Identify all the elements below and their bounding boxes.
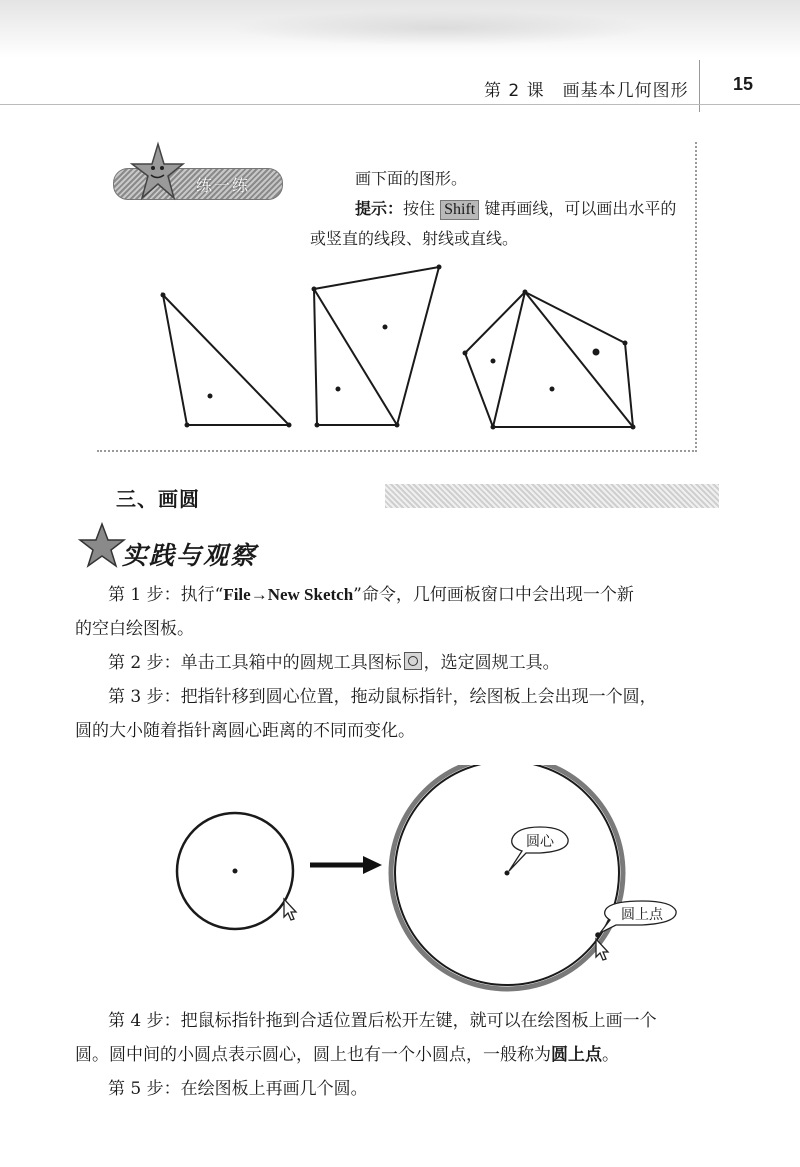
step-3-line-2: 圆的大小随着指针离圆心距离的不同而变化。	[75, 721, 415, 741]
point-marker	[208, 394, 213, 399]
shift-key: Shift	[440, 200, 479, 220]
arrowhead-icon	[363, 856, 382, 874]
figure-pentagon-diagonal-2	[525, 292, 633, 427]
term-point-on-circle: 圆上点	[551, 1045, 602, 1065]
circle-figure	[160, 765, 720, 995]
figure-diagonal	[314, 289, 397, 425]
practice-figures	[140, 255, 660, 440]
header-rule	[0, 104, 800, 105]
step-2-suffix: ，选定圆规工具。	[423, 653, 560, 673]
large-circle-shadow	[391, 765, 623, 989]
figure-pentagon-diagonal-1	[493, 292, 525, 427]
compass-tool-icon	[404, 652, 422, 670]
page-number: 15	[733, 74, 754, 94]
step-2-text: 第 2 步：单击工具箱中的圆规工具图标	[108, 653, 402, 673]
arrow-cursor-icon	[284, 899, 296, 920]
step-2	[108, 646, 748, 680]
practice-hint-line2: 或竖直的线段、射线或直线。	[310, 229, 519, 248]
lesson-title: 第 2 课 画基本几何图形	[484, 81, 689, 101]
step-1-line-1	[108, 578, 748, 612]
figure-triangle	[163, 295, 289, 425]
header-band	[0, 0, 800, 58]
menu-command: File→New Sketch	[223, 585, 354, 604]
practice-hint-line1	[355, 198, 676, 220]
hint-label: 提示：	[355, 199, 404, 218]
center-label: 圆心	[526, 834, 554, 850]
step-5: 第 5 步：在绘图板上再画几个圆。	[108, 1079, 368, 1099]
practice-heading: 实践与观察	[122, 541, 258, 570]
point-on-circle-label: 圆上点	[621, 907, 663, 923]
step-4-line-2	[75, 1038, 715, 1072]
small-circle-center	[233, 869, 238, 874]
figure-quadrilateral	[314, 267, 439, 425]
step-4-suffix: 。	[602, 1045, 619, 1065]
section-title: 三、画圆	[116, 487, 200, 511]
step-4-line-1: 第 4 步：把鼠标指针拖到合适位置后松开左键，就可以在绘图板上画一个	[108, 1011, 657, 1031]
hint-before-key: 按住	[403, 199, 436, 218]
star-mascot-icon	[128, 140, 186, 204]
practice-badge-label: 练一练	[196, 176, 251, 195]
figure-pentagon	[465, 292, 633, 427]
step-1-prefix: 第 1 步：执行“	[108, 585, 224, 605]
step-4-text: 圆。圆中间的小圆点表示圆心，圆上也有一个小圆点，一般称为	[75, 1045, 551, 1065]
star-icon	[76, 522, 126, 568]
step-1-suffix: ”命令，几何画板窗口中会出现一个新	[353, 585, 634, 605]
large-circle-center	[505, 871, 510, 876]
section-band	[385, 484, 719, 508]
step-1-line-2: 的空白绘图板。	[75, 619, 194, 639]
hint-after-key: 键再画线，可以画出水平的	[484, 199, 677, 218]
step-3-line-1: 第 3 步：把指针移到圆心位置，拖动鼠标指针，绘图板上会出现一个圆，	[108, 687, 657, 707]
practice-instruction: 画下面的图形。	[355, 169, 468, 188]
